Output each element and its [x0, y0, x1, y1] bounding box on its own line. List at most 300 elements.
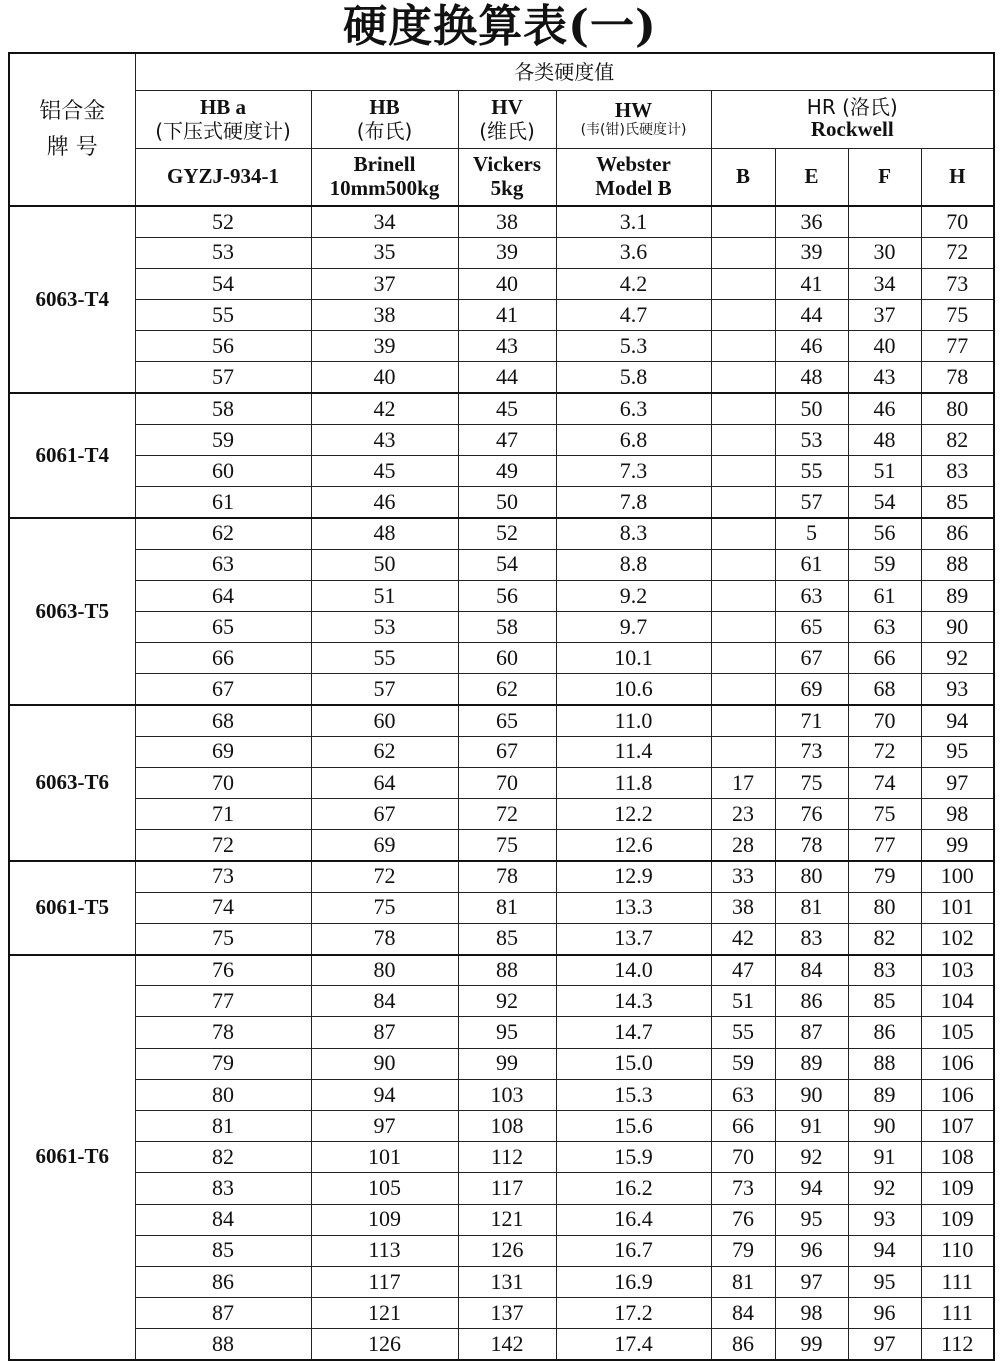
hr-header — [711, 90, 994, 148]
hr-h-cell: 82 — [921, 424, 994, 455]
hw-cell: 12.9 — [556, 861, 711, 892]
hv-cell: 99 — [458, 1048, 556, 1079]
hr-b-cell: 70 — [711, 1142, 775, 1173]
hr-h-cell: 100 — [921, 861, 994, 892]
hr-e-cell: 92 — [775, 1142, 848, 1173]
hv-cell: 62 — [458, 674, 556, 705]
hr-h-cell: 107 — [921, 1110, 994, 1141]
table-row — [9, 580, 994, 611]
hr-e-cell: 91 — [775, 1110, 848, 1141]
hr-f-cell: 80 — [848, 892, 921, 923]
hr-e-cell: 75 — [775, 767, 848, 798]
hr-e-cell: 50 — [775, 393, 848, 424]
hv-cell: 40 — [458, 268, 556, 299]
hw-cell: 14.7 — [556, 1017, 711, 1048]
hba-cell: 76 — [135, 955, 311, 986]
hr-b-cell: 47 — [711, 955, 775, 986]
hv-cell: 39 — [458, 237, 556, 268]
hba-cell: 86 — [135, 1266, 311, 1297]
hr-e-cell: 96 — [775, 1235, 848, 1266]
hr-b-cell: 59 — [711, 1048, 775, 1079]
page-title: 硬度换算表(一) — [343, 1, 657, 52]
hw-cell: 9.2 — [556, 580, 711, 611]
hb-spec-load: 10mm500kg — [329, 175, 440, 200]
hr-e-cell: 41 — [775, 268, 848, 299]
hr-f-cell: 90 — [848, 1110, 921, 1141]
hr-e-cell: 97 — [775, 1266, 848, 1297]
hb-cell: 50 — [311, 549, 458, 580]
hba-cell: 68 — [135, 705, 311, 736]
hv-cell: 81 — [458, 892, 556, 923]
hr-h-cell: 85 — [921, 487, 994, 518]
hw-header-name: HW — [614, 98, 653, 123]
hr-f-cell: 68 — [848, 674, 921, 705]
alloy-header-line2: 牌 号 — [46, 134, 98, 160]
hr-b-cell — [711, 268, 775, 299]
table-row — [9, 268, 994, 299]
hr-f-cell: 94 — [848, 1235, 921, 1266]
hba-cell: 73 — [135, 861, 311, 892]
hr-h-cell: 110 — [921, 1235, 994, 1266]
hr-b-cell — [711, 393, 775, 424]
table-row — [9, 767, 994, 798]
hr-b-cell — [711, 424, 775, 455]
hb-spec-name: Brinell — [353, 152, 416, 177]
hr-h-cell: 109 — [921, 1204, 994, 1235]
hv-cell: 142 — [458, 1329, 556, 1360]
hv-cell: 65 — [458, 705, 556, 736]
hb-cell: 87 — [311, 1017, 458, 1048]
hb-cell: 43 — [311, 424, 458, 455]
hr-f-cell: 79 — [848, 861, 921, 892]
hr-f-cell: 63 — [848, 611, 921, 642]
hv-cell: 108 — [458, 1110, 556, 1141]
hb-cell: 37 — [311, 268, 458, 299]
hw-header-desc: (韦(钳)氏硬度计) — [580, 121, 687, 138]
hba-header — [135, 90, 311, 148]
hr-b-header: B — [711, 148, 775, 206]
hr-f-cell: 85 — [848, 986, 921, 1017]
hr-h-cell: 108 — [921, 1142, 994, 1173]
hr-h-cell: 70 — [921, 206, 994, 237]
hw-cell: 15.9 — [556, 1142, 711, 1173]
hba-cell: 72 — [135, 830, 311, 861]
hv-cell: 43 — [458, 331, 556, 362]
hw-cell: 15.0 — [556, 1048, 711, 1079]
table-row — [9, 1204, 994, 1235]
hr-b-cell: 55 — [711, 1017, 775, 1048]
hba-cell: 74 — [135, 892, 311, 923]
hv-cell: 72 — [458, 799, 556, 830]
hw-cell: 6.3 — [556, 393, 711, 424]
table-row — [9, 1235, 994, 1266]
hba-cell: 81 — [135, 1110, 311, 1141]
hw-cell: 17.4 — [556, 1329, 711, 1360]
hba-header-name: HB a — [199, 95, 247, 120]
hv-header — [458, 90, 556, 148]
hr-h-cell: 93 — [921, 674, 994, 705]
hv-cell: 44 — [458, 362, 556, 393]
hr-f-cell: 77 — [848, 830, 921, 861]
hba-cell: 78 — [135, 1017, 311, 1048]
hw-cell: 13.7 — [556, 923, 711, 954]
hb-cell: 113 — [311, 1235, 458, 1266]
hb-cell: 105 — [311, 1173, 458, 1204]
hr-b-cell — [711, 456, 775, 487]
hr-e-cell: 44 — [775, 300, 848, 331]
hr-b-cell: 86 — [711, 1329, 775, 1360]
hv-cell: 60 — [458, 643, 556, 674]
hr-b-cell: 76 — [711, 1204, 775, 1235]
hba-cell: 59 — [135, 424, 311, 455]
hw-cell: 16.4 — [556, 1204, 711, 1235]
table-body — [9, 206, 994, 1360]
hr-f-cell: 72 — [848, 736, 921, 767]
hba-cell: 85 — [135, 1235, 311, 1266]
table-row — [9, 892, 994, 923]
hb-cell: 35 — [311, 237, 458, 268]
hba-cell: 54 — [135, 268, 311, 299]
hb-cell: 90 — [311, 1048, 458, 1079]
hb-cell: 101 — [311, 1142, 458, 1173]
hr-e-cell: 53 — [775, 424, 848, 455]
hr-f-cell: 75 — [848, 799, 921, 830]
hr-e-cell: 46 — [775, 331, 848, 362]
hba-cell: 70 — [135, 767, 311, 798]
hw-cell: 4.7 — [556, 300, 711, 331]
hr-e-cell: 65 — [775, 611, 848, 642]
hb-cell: 40 — [311, 362, 458, 393]
hr-e-cell: 48 — [775, 362, 848, 393]
hba-cell: 67 — [135, 674, 311, 705]
hr-f-cell: 89 — [848, 1079, 921, 1110]
hr-b-cell: 79 — [711, 1235, 775, 1266]
hr-f-cell: 92 — [848, 1173, 921, 1204]
hr-h-cell: 89 — [921, 580, 994, 611]
hr-e-cell: 69 — [775, 674, 848, 705]
hr-b-cell: 28 — [711, 830, 775, 861]
hb-cell: 109 — [311, 1204, 458, 1235]
table-row — [9, 331, 994, 362]
hr-e-cell: 83 — [775, 923, 848, 954]
table-row — [9, 1048, 994, 1079]
hr-b-cell — [711, 487, 775, 518]
hba-cell: 79 — [135, 1048, 311, 1079]
hr-b-cell — [711, 549, 775, 580]
hv-cell: 121 — [458, 1204, 556, 1235]
hr-b-cell — [711, 674, 775, 705]
hr-e-cell: 81 — [775, 892, 848, 923]
table-row — [9, 674, 994, 705]
hr-h-cell: 77 — [921, 331, 994, 362]
hr-f-cell: 66 — [848, 643, 921, 674]
hv-cell: 70 — [458, 767, 556, 798]
hr-b-cell — [711, 300, 775, 331]
hr-b-cell: 63 — [711, 1079, 775, 1110]
hr-e-cell: 36 — [775, 206, 848, 237]
table-row — [9, 923, 994, 954]
hr-b-cell: 17 — [711, 767, 775, 798]
hr-f-cell: 82 — [848, 923, 921, 954]
hv-cell: 85 — [458, 923, 556, 954]
hv-cell: 52 — [458, 518, 556, 549]
hr-f-cell: 86 — [848, 1017, 921, 1048]
hr-h-cell: 97 — [921, 767, 994, 798]
hr-h-cell: 101 — [921, 892, 994, 923]
alloy-grade: 6063-T5 — [9, 518, 135, 705]
hv-cell: 38 — [458, 206, 556, 237]
hba-cell: 66 — [135, 643, 311, 674]
hr-b-cell: 66 — [711, 1110, 775, 1141]
hr-b-cell: 84 — [711, 1298, 775, 1329]
hb-cell: 42 — [311, 393, 458, 424]
hw-spec-model: Model B — [595, 175, 672, 200]
hr-h-cell: 106 — [921, 1079, 994, 1110]
hr-h-cell: 73 — [921, 268, 994, 299]
hr-h-cell: 103 — [921, 955, 994, 986]
hba-cell: 55 — [135, 300, 311, 331]
hw-cell: 5.8 — [556, 362, 711, 393]
table-row — [9, 611, 994, 642]
all-hardness-header: 各类硬度值 — [135, 53, 994, 90]
hv-header-desc: (维氏) — [479, 118, 535, 143]
hw-cell: 17.2 — [556, 1298, 711, 1329]
alloy-header-line1: 铝合金 — [39, 99, 106, 125]
hr-f-cell: 51 — [848, 456, 921, 487]
alloy-grade: 6063-T4 — [9, 206, 135, 393]
table-row — [9, 393, 994, 424]
table-row — [9, 362, 994, 393]
hr-h-cell: 78 — [921, 362, 994, 393]
hr-h-cell: 106 — [921, 1048, 994, 1079]
hb-cell: 72 — [311, 861, 458, 892]
hr-f-cell: 97 — [848, 1329, 921, 1360]
hr-e-cell: 99 — [775, 1329, 848, 1360]
hb-cell: 55 — [311, 643, 458, 674]
hb-cell: 69 — [311, 830, 458, 861]
hr-e-cell: 39 — [775, 237, 848, 268]
hv-cell: 117 — [458, 1173, 556, 1204]
hw-cell: 5.3 — [556, 331, 711, 362]
hr-h-cell: 95 — [921, 736, 994, 767]
hv-cell: 137 — [458, 1298, 556, 1329]
hw-cell: 9.7 — [556, 611, 711, 642]
hardness-conversion-table — [8, 52, 995, 1361]
table-row — [9, 1173, 994, 1204]
hr-b-cell — [711, 643, 775, 674]
hv-cell: 41 — [458, 300, 556, 331]
hb-header — [311, 90, 458, 148]
hv-cell: 103 — [458, 1079, 556, 1110]
hr-f-cell: 59 — [848, 549, 921, 580]
hr-b-cell — [711, 237, 775, 268]
hw-cell: 3.6 — [556, 237, 711, 268]
table-row — [9, 424, 994, 455]
hb-cell: 34 — [311, 206, 458, 237]
hv-spec-name: Vickers — [472, 152, 542, 177]
hb-cell: 48 — [311, 518, 458, 549]
hba-cell: 88 — [135, 1329, 311, 1360]
hv-spec-load: 5kg — [490, 175, 524, 200]
hw-cell: 10.6 — [556, 674, 711, 705]
hb-cell: 39 — [311, 331, 458, 362]
hv-cell: 126 — [458, 1235, 556, 1266]
hba-cell: 56 — [135, 331, 311, 362]
hv-cell: 95 — [458, 1017, 556, 1048]
hr-b-cell — [711, 362, 775, 393]
table-row — [9, 705, 994, 736]
hr-b-cell — [711, 331, 775, 362]
hr-f-cell: 37 — [848, 300, 921, 331]
alloy-grade: 6061-T6 — [9, 955, 135, 1360]
hr-h-cell: 83 — [921, 456, 994, 487]
hr-b-cell — [711, 705, 775, 736]
hv-cell: 75 — [458, 830, 556, 861]
hba-cell: 75 — [135, 923, 311, 954]
table-row — [9, 206, 994, 237]
hv-cell: 58 — [458, 611, 556, 642]
hb-cell: 60 — [311, 705, 458, 736]
hv-cell: 54 — [458, 549, 556, 580]
alloy-grade: 6061-T4 — [9, 393, 135, 518]
hba-cell: 62 — [135, 518, 311, 549]
hr-header-name: HR (洛氏) — [806, 95, 898, 120]
hba-cell: 52 — [135, 206, 311, 237]
table-row — [9, 799, 994, 830]
hw-cell: 14.0 — [556, 955, 711, 986]
hv-cell: 47 — [458, 424, 556, 455]
hw-cell: 16.9 — [556, 1266, 711, 1297]
hv-cell: 49 — [458, 456, 556, 487]
hr-e-cell: 71 — [775, 705, 848, 736]
hw-spec-name: Webster — [596, 152, 671, 177]
hb-cell: 53 — [311, 611, 458, 642]
hw-cell: 15.6 — [556, 1110, 711, 1141]
hw-cell: 10.1 — [556, 643, 711, 674]
hr-f-cell: 40 — [848, 331, 921, 362]
hr-f-cell: 91 — [848, 1142, 921, 1173]
hr-h-cell: 86 — [921, 518, 994, 549]
hr-h-cell: 80 — [921, 393, 994, 424]
hb-cell: 62 — [311, 736, 458, 767]
hr-f-header: F — [848, 148, 921, 206]
hr-h-cell: 102 — [921, 923, 994, 954]
hr-h-cell: 111 — [921, 1266, 994, 1297]
hr-e-cell: 94 — [775, 1173, 848, 1204]
table-row — [9, 1110, 994, 1141]
table-row — [9, 955, 994, 986]
hr-f-cell: 93 — [848, 1204, 921, 1235]
hba-cell: 64 — [135, 580, 311, 611]
hr-b-cell — [711, 580, 775, 611]
table-row — [9, 1329, 994, 1360]
hb-cell: 121 — [311, 1298, 458, 1329]
hr-f-cell: 46 — [848, 393, 921, 424]
hw-cell: 16.2 — [556, 1173, 711, 1204]
hb-cell: 45 — [311, 456, 458, 487]
table-row — [9, 1142, 994, 1173]
hb-cell: 38 — [311, 300, 458, 331]
hba-cell: 84 — [135, 1204, 311, 1235]
hr-e-header: E — [775, 148, 848, 206]
hr-f-cell — [848, 206, 921, 237]
hba-cell: 69 — [135, 736, 311, 767]
hw-cell: 8.8 — [556, 549, 711, 580]
hba-model: GYZJ-934-1 — [135, 148, 311, 206]
hb-cell: 80 — [311, 955, 458, 986]
hba-cell: 60 — [135, 456, 311, 487]
hb-cell: 78 — [311, 923, 458, 954]
hv-cell: 88 — [458, 955, 556, 986]
table-row — [9, 1017, 994, 1048]
hr-e-cell: 98 — [775, 1298, 848, 1329]
hba-header-desc: (下压式硬度计) — [155, 118, 291, 143]
hr-e-cell: 57 — [775, 487, 848, 518]
hba-cell: 58 — [135, 393, 311, 424]
hr-e-cell: 89 — [775, 1048, 848, 1079]
hv-cell: 112 — [458, 1142, 556, 1173]
hv-spec — [458, 148, 556, 206]
hv-cell: 92 — [458, 986, 556, 1017]
hr-h-cell: 90 — [921, 611, 994, 642]
hb-cell: 75 — [311, 892, 458, 923]
hr-f-cell: 48 — [848, 424, 921, 455]
table-row — [9, 1298, 994, 1329]
hb-cell: 84 — [311, 986, 458, 1017]
hba-cell: 83 — [135, 1173, 311, 1204]
hr-e-cell: 95 — [775, 1204, 848, 1235]
hr-f-cell: 43 — [848, 362, 921, 393]
hw-cell: 15.3 — [556, 1079, 711, 1110]
hw-spec — [556, 148, 711, 206]
hr-h-cell: 111 — [921, 1298, 994, 1329]
hr-h-cell: 75 — [921, 300, 994, 331]
hr-f-cell: 74 — [848, 767, 921, 798]
hr-e-cell: 5 — [775, 518, 848, 549]
hba-cell: 63 — [135, 549, 311, 580]
alloy-grade: 6063-T6 — [9, 705, 135, 861]
table-row — [9, 736, 994, 767]
hv-cell: 78 — [458, 861, 556, 892]
hr-e-cell: 84 — [775, 955, 848, 986]
alloy-grade: 6061-T5 — [9, 861, 135, 955]
hr-f-cell: 56 — [848, 518, 921, 549]
hw-cell: 11.8 — [556, 767, 711, 798]
hba-cell: 57 — [135, 362, 311, 393]
hr-h-cell: 98 — [921, 799, 994, 830]
table-row — [9, 487, 994, 518]
hb-cell: 46 — [311, 487, 458, 518]
hb-cell: 97 — [311, 1110, 458, 1141]
hr-f-cell: 61 — [848, 580, 921, 611]
alloy-header — [9, 53, 135, 206]
hr-h-cell: 94 — [921, 705, 994, 736]
hr-e-cell: 63 — [775, 580, 848, 611]
hr-b-cell: 23 — [711, 799, 775, 830]
hw-cell: 13.3 — [556, 892, 711, 923]
hr-f-cell: 95 — [848, 1266, 921, 1297]
hba-cell: 65 — [135, 611, 311, 642]
hb-cell: 117 — [311, 1266, 458, 1297]
hr-h-header: H — [921, 148, 994, 206]
hr-e-cell: 55 — [775, 456, 848, 487]
hr-b-cell: 81 — [711, 1266, 775, 1297]
hr-header-desc: Rockwell — [810, 117, 894, 142]
table-row — [9, 1266, 994, 1297]
hv-cell: 45 — [458, 393, 556, 424]
hr-b-cell — [711, 736, 775, 767]
table-row — [9, 518, 994, 549]
